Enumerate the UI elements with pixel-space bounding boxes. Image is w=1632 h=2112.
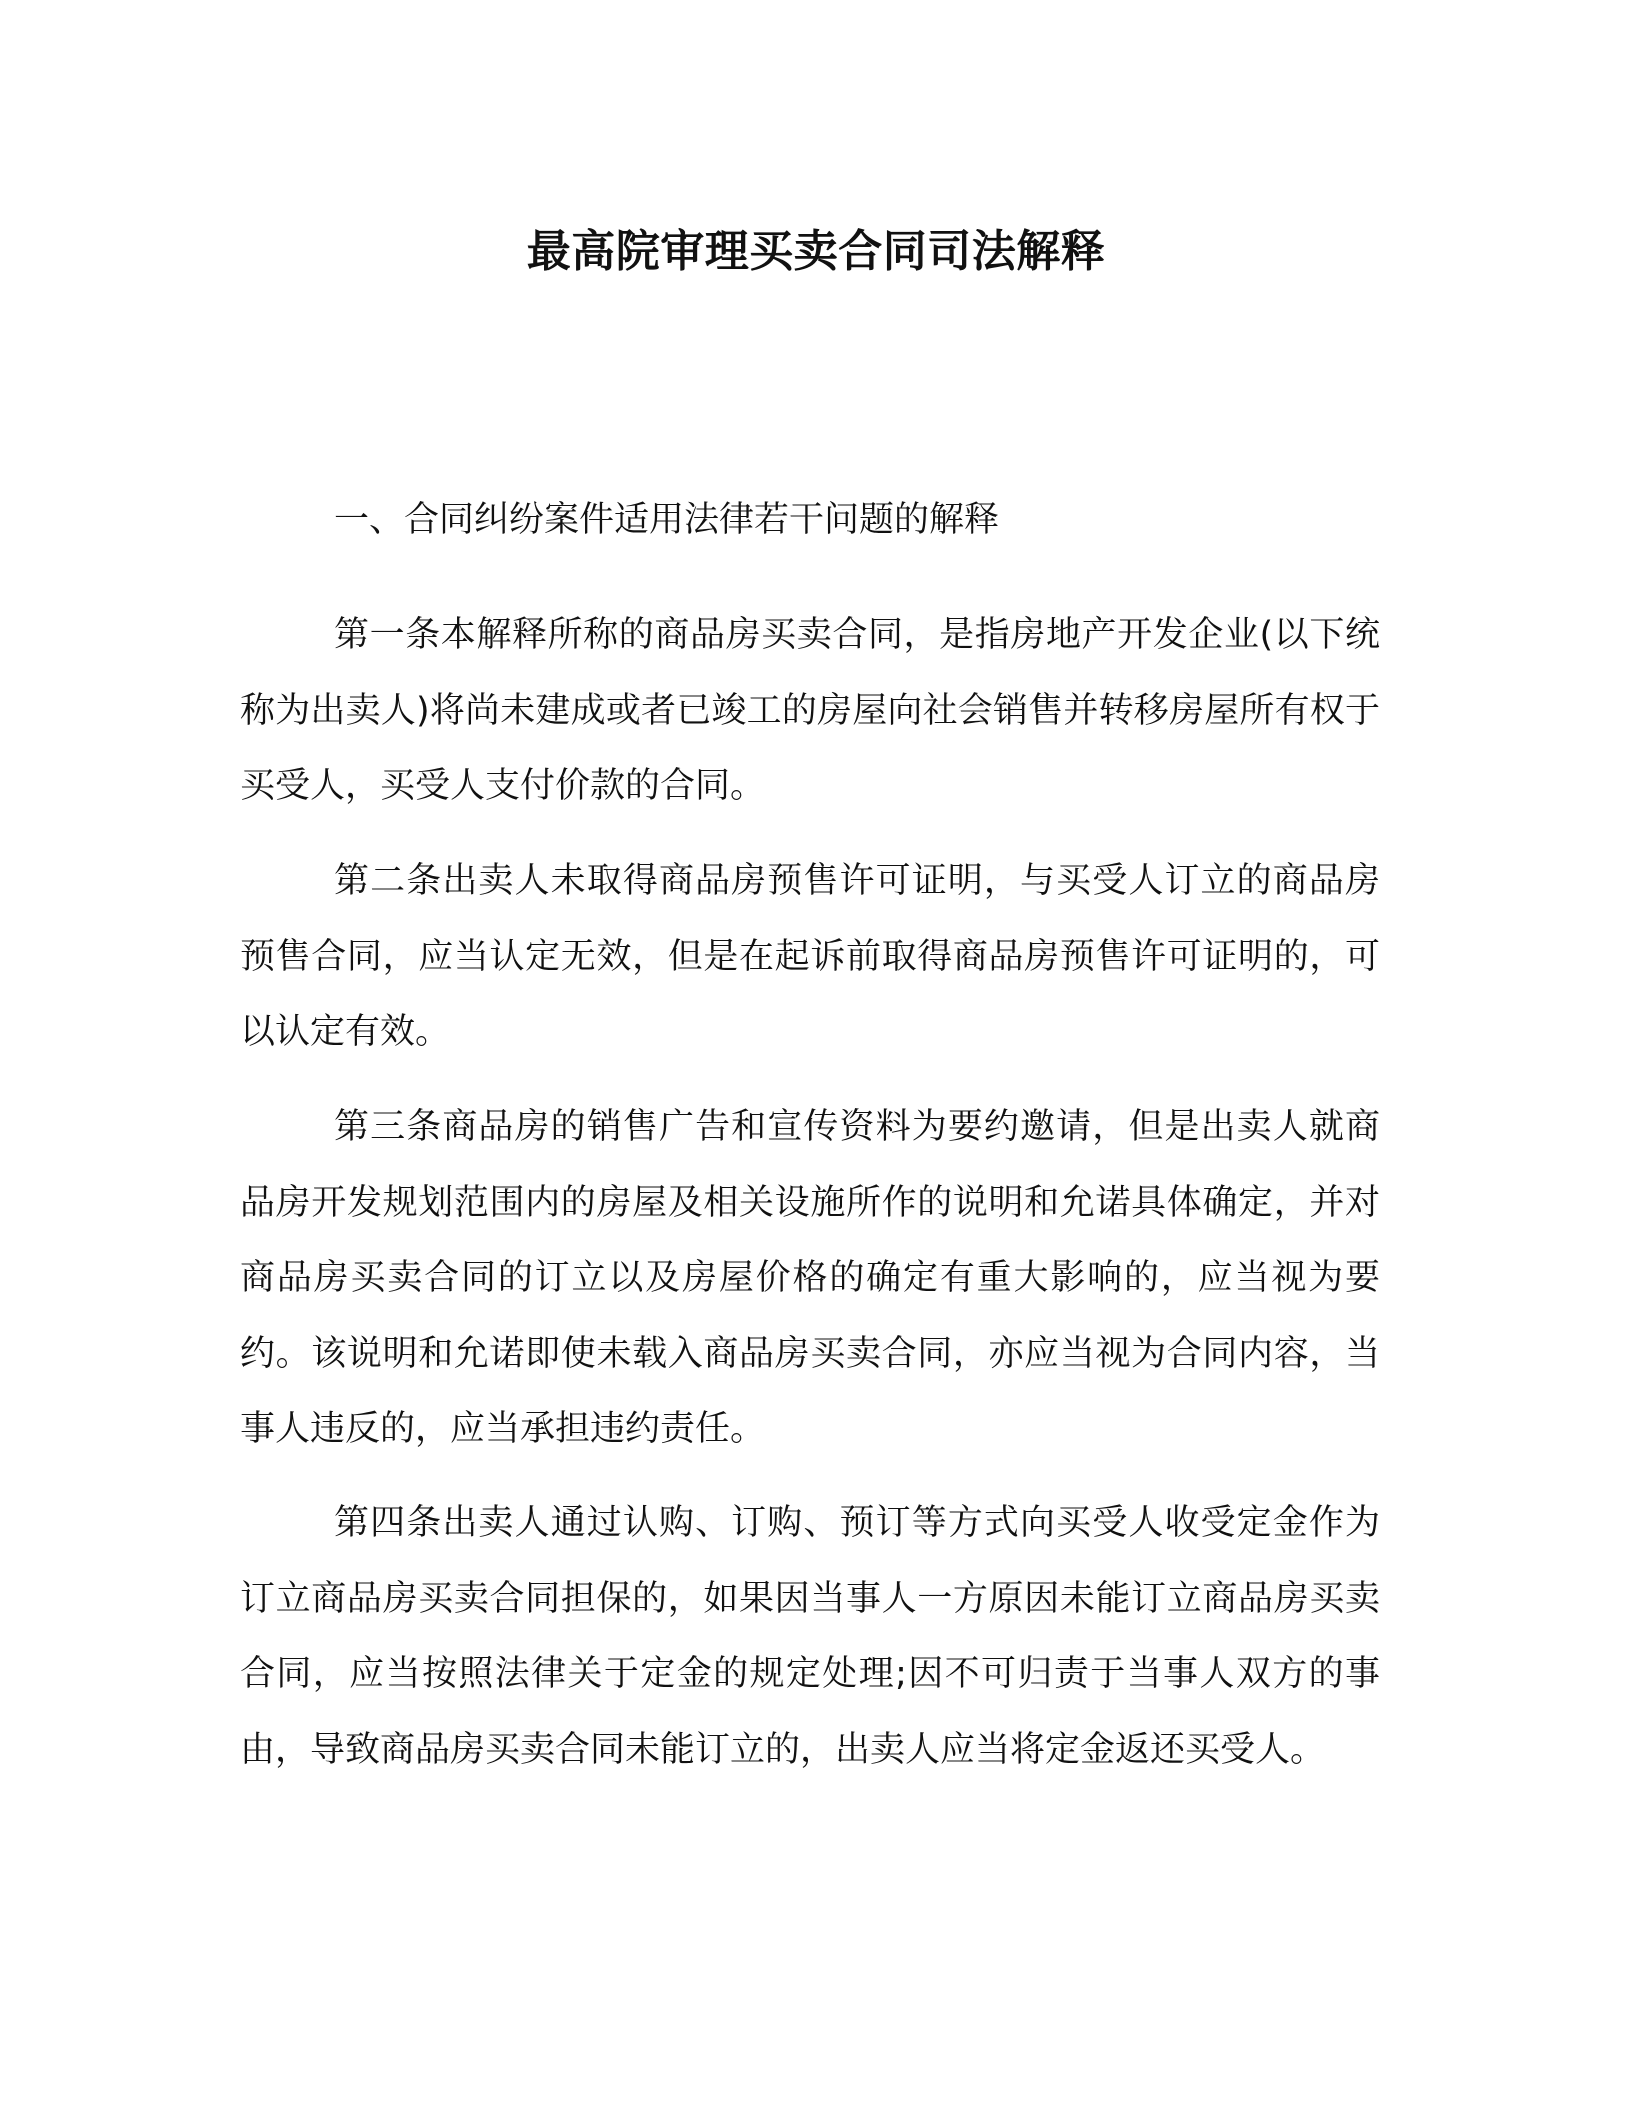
article-2-paragraph: 第二条出卖人未取得商品房预售许可证明，与买受人订立的商品房预售合同，应当认定无效，但是在起诉前取得商品房预售许可证明的，可以认定有效。 — [240, 861, 1380, 1052]
document-title: 最高院审理买卖合同司法解释 — [526, 226, 1106, 277]
article-3-paragraph: 第三条商品房的销售广告和宣传资料为要约邀请，但是出卖人就商品房开发规划范围内的房屋及相关设施所作的说明和允诺具体确定，并对商品房买卖合同的订立以及房屋价格的确定有重大影响的，应当视为要约。该说明和允诺即使未载入商品房买卖合同，亦应当视为合同内容，当事人违反的，应当承担违约责任。 — [240, 1107, 1380, 1449]
section-heading: 一、合同纠纷案件适用法律若干问题的解释 — [334, 500, 1000, 540]
article-1-paragraph: 第一条本解释所称的商品房买卖合同，是指房地产开发企业(以下统称为出卖人)将尚未建成或者已竣工的房屋向社会销售并转移房屋所有权于买受人，买受人支付价款的合同。 — [240, 615, 1380, 806]
article-4-paragraph: 第四条出卖人通过认购、订购、预订等方式向买受人收受定金作为订立商品房买卖合同担保的，如果因当事人一方原因未能订立商品房买卖合同，应当按照法律关于定金的规定处理;因不可归责于当事人双方的事由，导致商品房买卖合同未能订立的，出卖人应当将定金返还买受人。 — [240, 1503, 1380, 1770]
